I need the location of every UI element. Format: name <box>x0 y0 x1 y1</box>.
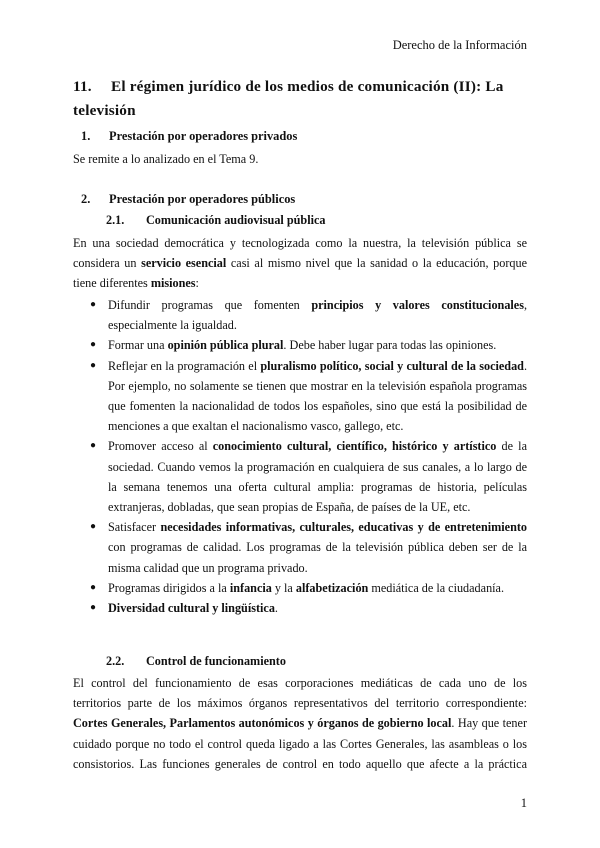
subsection-2-2-number: 2.2. <box>106 654 125 668</box>
list-item: ● Promover acceso al conocimiento cultural, científico, histórico y artístico de la sociedad. Cuando vemos la programación en cualquiera de sus canales, a lo largo de la semana tenemos una oferta cultural amplia: programas de historia, películas extranjeras, dobladas, que sean propias de España, de países de la UE, etc. <box>108 436 527 517</box>
body-text: El control del funcionamiento de esas corporaciones mediáticas de cada uno de los territorios parte de los máximos órganos representativos del territorio correspondiente: <box>73 676 527 711</box>
subsection-2-1-intro <box>73 233 527 294</box>
missions-list <box>90 295 527 618</box>
intro-text: En una sociedad democrática y tecnologizada como la nuestra, la televisión pública se considera un <box>73 236 527 271</box>
list-item: ● Programas dirigidos a la infancia y la alfabetización mediática de la ciudadanía. <box>108 578 527 598</box>
bullet-icon: ● <box>90 602 97 614</box>
chapter-number: 11. <box>73 78 92 95</box>
bullet-icon: ● <box>90 299 97 310</box>
intro-emphasis: misiones <box>150 276 196 291</box>
list-item: ● Satisfacer necesidades informativas, culturales, educativas y de entretenimiento con programas de calidad. Los programas de la televisión pública deben ser de la misma calidad que un programa privado. <box>108 517 527 578</box>
section-2-number: 2. <box>81 192 91 206</box>
bullet-icon: ● <box>90 440 97 452</box>
subsection-2-1-title: Comunicación audiovisual pública <box>146 213 326 227</box>
subsection-2-2-text <box>73 673 527 774</box>
chapter-title <box>73 75 527 123</box>
list-item: ● Diversidad cultural y lingüística. <box>108 598 527 618</box>
section-2-title: Prestación por operadores públicos <box>109 192 296 206</box>
intro-text: casi al mismo nivel que la sanidad o la educación, porque tiene diferentes <box>73 256 528 291</box>
section-1-title: Prestación por operadores privados <box>109 129 298 143</box>
subsection-2-1-heading <box>106 213 326 228</box>
bullet-icon: ● <box>90 339 97 351</box>
page-number: 1 <box>520 796 527 810</box>
bullet-icon: ● <box>90 359 97 371</box>
body-emphasis: Cortes Generales, Parlamentos autonómicos y órganos de gobierno local <box>73 716 452 731</box>
list-item: ● Reflejar en la programación el pluralismo político, social y cultural de la sociedad. Por ejemplo, no solamente se tienen que mostrar en la televisión española programas que fomenten la nacionalidad de todos los españoles, sino que está la posibilidad de menciones a que exaltan el nacionalismo vasco, gallego, etc. <box>108 356 527 437</box>
section-1-text: Se remite a lo analizado en el Tema 9. <box>73 152 259 166</box>
section-1-number: 1. <box>81 129 91 143</box>
body-text: . Hay que tener cuidado porque no todo el control queda ligado a las Cortes Generales, las asambleas o los consistorios. Las funciones generales de control en todo aquello que afecte a la práctica <box>73 716 527 771</box>
list-item: ● Difundir programas que fomenten principios y valores constitucionales, especialmente la igualdad. <box>108 295 527 335</box>
subsection-2-1-number: 2.1. <box>106 213 125 227</box>
running-header: Derecho de la Información <box>392 38 527 52</box>
section-2-heading <box>81 192 296 207</box>
chapter-title-text: El régimen jurídico de los medios de comunicación (II): La televisión <box>73 78 504 119</box>
section-1-heading <box>81 129 298 144</box>
bullet-icon: ● <box>90 521 97 533</box>
intro-text: : <box>195 276 199 291</box>
subsection-2-2-title: Control de funcionamiento <box>146 654 286 668</box>
bullet-icon: ● <box>90 581 97 593</box>
subsection-2-2-heading <box>106 654 286 669</box>
intro-emphasis: servicio esencial <box>141 256 227 271</box>
list-item: ● Formar una opinión pública plural. Debe haber lugar para todas las opiniones. <box>108 335 527 355</box>
